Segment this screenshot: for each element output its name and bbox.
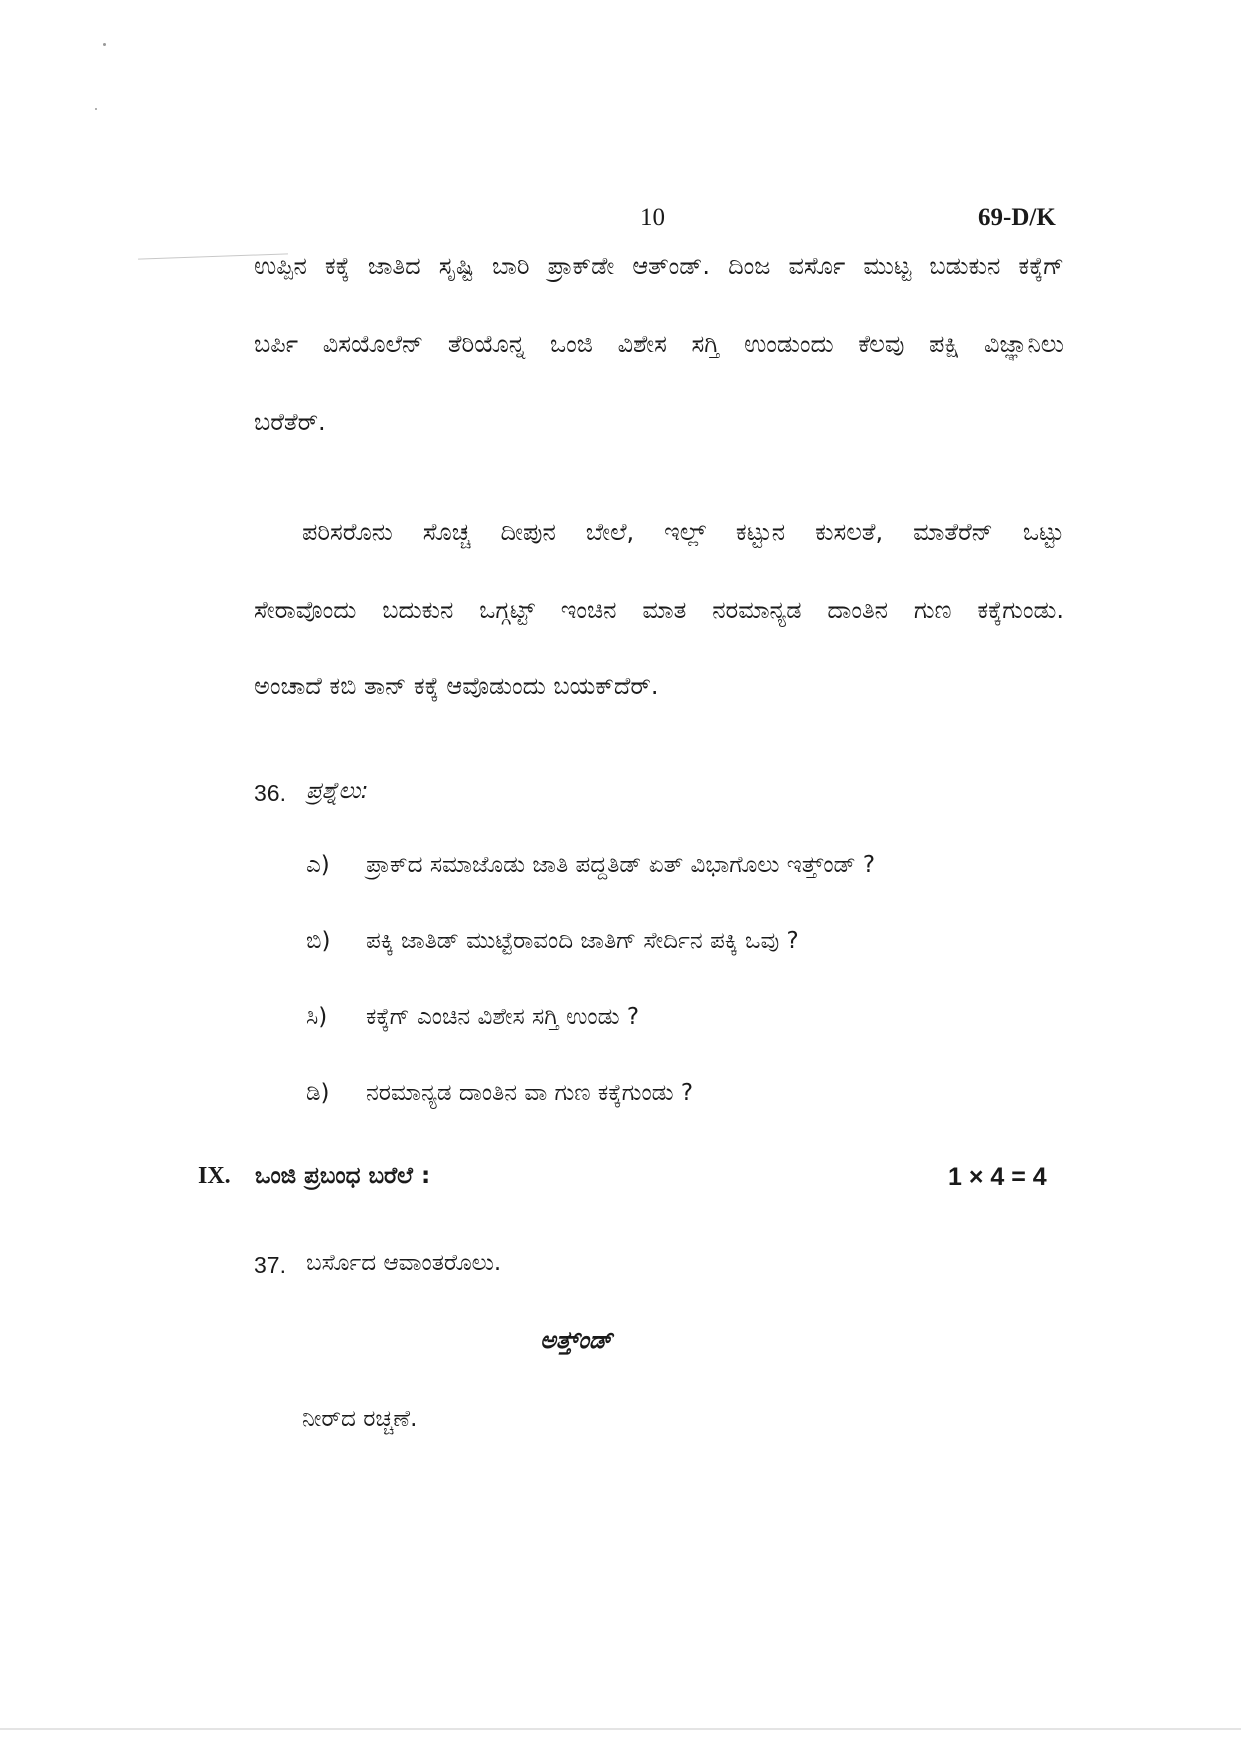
section-marks: 1 × 4 = 4 — [948, 1163, 1047, 1191]
sub-question-marker: ಬಿ) — [306, 928, 331, 954]
paragraph-line: ಸೇರಾವೊಂದು ಬದುಕುನ ಒಗ್ಗಟ್ಟ್ ಇಂಚಿನ ಮಾತ ನರಮಾನ್ಯಡ ದಾಂತಿನ ಗುಣ ಕಕ್ಕೆಗುಂಡು. — [254, 596, 1064, 624]
sub-question-marker: ಸಿ) — [306, 1004, 328, 1030]
essay-topic-2: ನೀರ್‌ದ ರಚ್ಚಣೆ. — [302, 1406, 418, 1432]
questions-label: ಪ್ರಶ್ನೆಲು: — [306, 778, 369, 804]
question-number: 37. — [254, 1252, 286, 1278]
sub-question-text: ಕಕ್ಕೆಗ್ ಎಂಚಿನ ವಿಶೇಸ ಸಗ್ತಿ ಉಂಡು ? — [366, 1004, 640, 1030]
section-title: ಒಂಜಿ ಪ್ರಬಂಧ ಬರೆಲೆ : — [255, 1163, 431, 1189]
paper-code: 69-D/K — [978, 204, 1056, 231]
sub-question-text: ಪ್ರಾಕ್‌ದ ಸಮಾಜೊಡು ಜಾತಿ ಪದ್ದತಿಡ್ ಏತ್ ವಿಭಾಗೊಲು ಇತ್ತ್‌ಂಡ್ ? — [366, 852, 876, 878]
sub-question-text: ಪಕ್ಕಿ ಜಾತಿಡ್ ಮುಟ್ಟೆರಾವಂದಿ ಜಾತಿಗ್ ಸೇರ್ದಿನ ಪಕ್ಕಿ ಒವು ? — [366, 928, 799, 954]
sub-question-marker: ಎ) — [306, 852, 330, 878]
sub-question-marker: ಡಿ) — [306, 1080, 330, 1106]
essay-topic-1: ಬರ್ಸೊದ ಆವಾಂತರೊಲು. — [306, 1250, 502, 1276]
sub-question-text: ನರಮಾನ್ಯಡ ದಾಂತಿನ ವಾ ಗುಣ ಕಕ್ಕೆಗುಂಡು ? — [366, 1080, 694, 1106]
question-number: 36. — [254, 780, 286, 806]
or-label: ಅತ್ತ್‌ಂಡ್ — [540, 1326, 613, 1354]
paragraph-line: ಅಂಚಾದೆ ಕಬಿ ತಾನ್ ಕಕ್ಕೆ ಆವೊಡುಂದು ಬಯಕ್‌ದೆರ್. — [254, 672, 659, 700]
sub-question — [306, 1004, 639, 1030]
paragraph-line: ಬರ್ಪಿ ವಿಸಯೊಲೆನ್ ತೆರಿಯೊನ್ನ ಒಂಜಿ ವಿಶೇಸ ಸಗ್ತಿ ಉಂಡುಂದು ಕೆಲವು ಪಕ್ಷಿ ವಿಜ್ಞಾನಿಲು — [254, 330, 1064, 358]
sub-question — [306, 852, 875, 878]
scan-speck — [95, 108, 97, 110]
paragraph-line: ಪರಿಸರೊನು ಸೊಚ್ಚ ದೀಪುನ ಬೇಲೆ, ಇಲ್ಲ್ ಕಟ್ಟುನ ಕುಸಲತೆ, ಮಾತೆರೆನ್ ಒಟ್ಟು — [302, 518, 1064, 546]
sub-question — [306, 1080, 693, 1106]
paragraph-line: ಬರೆತೆರ್. — [254, 408, 326, 436]
scan-speck — [103, 43, 106, 46]
paragraph-line: ಉಪ್ಪಿನ ಕಕ್ಕೆ ಜಾತಿದ ಸೃಷ್ಟಿ ಬಾರಿ ಪ್ರಾಕ್‌ಡೇ ಆತ್‌ಂಡ್. ದಿಂಜ ವರ್ಸೊ ಮುಟ್ಟ ಬಡುಕುನ ಕಕ್ಕೆಗ್ — [254, 252, 1064, 280]
page-number: 10 — [640, 204, 665, 231]
section-number: IX. — [198, 1163, 231, 1189]
sub-question — [306, 928, 799, 954]
scan-edge — [0, 1728, 1241, 1730]
